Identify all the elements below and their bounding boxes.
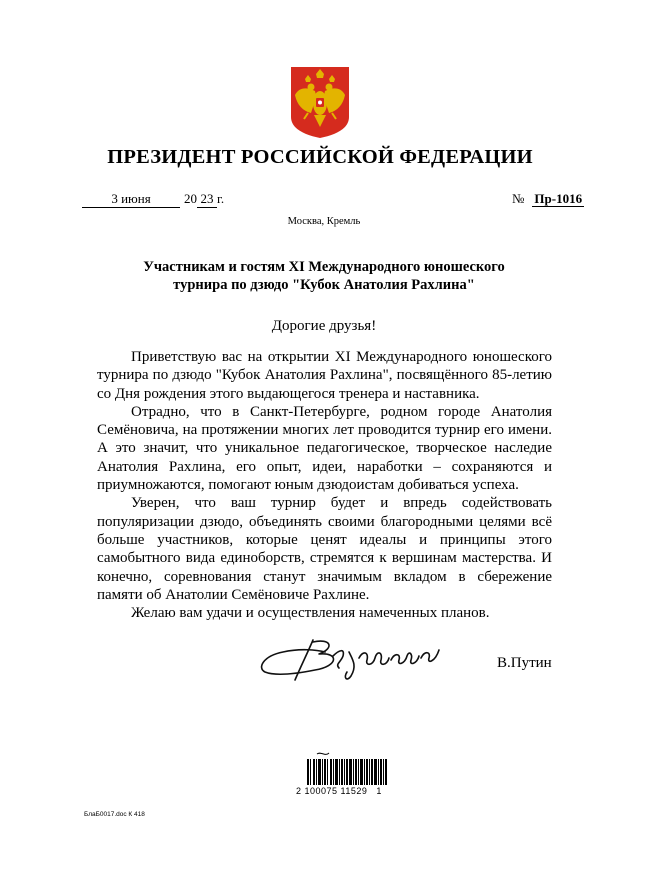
- number-label: №: [512, 191, 525, 206]
- paragraph: Желаю вам удачи и осуществления намеченных планов.: [131, 605, 490, 622]
- date-day-month: 3 июня: [82, 191, 180, 208]
- state-emblem-icon: [289, 65, 351, 139]
- date-year-unit: г.: [217, 191, 225, 206]
- paragraph: Приветствую вас на открытии XI Международного юношеского турнира по дзюдо "Кубок Анатолия Рахлина", посвящённого 85-летию со Дня рождения этого выдающегося тренера и наставника.: [97, 349, 552, 402]
- addressee-line: турнира по дзюдо "Кубок Анатолия Рахлина": [173, 277, 475, 293]
- addressee: [0, 258, 648, 294]
- number-value: Пр-1016: [534, 191, 583, 206]
- page-title: ПРЕЗИДЕНТ РОССИЙСКОЙ ФЕДЕРАЦИИ: [107, 146, 533, 168]
- document-number: [512, 191, 584, 207]
- handwritten-signature: [255, 632, 460, 687]
- document-date: [82, 191, 224, 208]
- salutation: Дорогие друзья!: [271, 318, 377, 334]
- date-year-suffix: 23: [197, 191, 217, 208]
- barcode-icon: [307, 751, 387, 785]
- barcode-number: 2 100075 11529 1: [296, 786, 382, 796]
- footer-code: БлаБ0017.doc К 418: [84, 811, 145, 818]
- paragraph: Уверен, что ваш турнир будет и впредь содействовать популяризации дзюдо, объединять своими благородными целями всё больше участников, которые ценят идеалы и принципы этого самобытного вида единоборств, стремятся к вершинам мастерства. И конечно, соревнования станут значимым вкладом в сбережение памяти об Анатолии Семёновиче Рахлине.: [97, 495, 552, 603]
- paragraph: Отрадно, что в Санкт-Петербурге, родном городе Анатолия Семёновича, на протяжении многих лет проводится турнир его имени. А это значит, что уникальное педагогическое, творческое наследие Анатолия Рахлина, его опыт, идеи, наработки – сохраняются и приумножаются, помогают юным дзюдоистам добиваться успеха.: [97, 403, 552, 494]
- signer-name: В.Путин: [497, 655, 552, 671]
- barcode: [307, 751, 387, 790]
- addressee-line: Участникам и гостям XI Международного юношеского: [143, 259, 505, 275]
- document-place: Москва, Кремль: [287, 216, 361, 227]
- date-year-prefix: 20: [184, 191, 197, 206]
- letter-body: [97, 348, 552, 622]
